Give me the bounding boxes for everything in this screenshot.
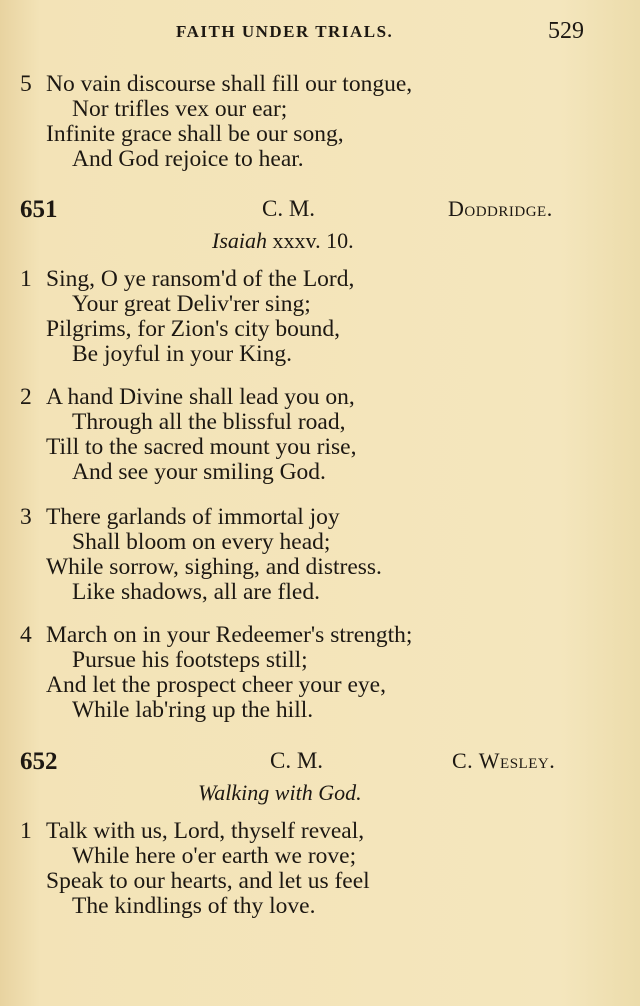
hymn-heading xyxy=(0,748,640,778)
verse-line: Pilgrims, for Zion's city bound, xyxy=(46,316,341,342)
subtitle-italic: Walking with God. xyxy=(198,780,362,805)
stanza-number: 3 xyxy=(20,504,32,530)
stanza-number: 2 xyxy=(20,384,32,410)
running-title: FAITH UNDER TRIALS. xyxy=(176,22,394,41)
verse-line: Infinite grace shall be our song, xyxy=(46,121,344,147)
verse-line: A hand Divine shall lead you on, xyxy=(46,384,355,410)
verse-line: While lab'ring up the hill. xyxy=(72,697,314,723)
verse-line: The kindlings of thy love. xyxy=(72,893,316,919)
verse-line: Talk with us, Lord, thyself reveal, xyxy=(46,818,365,844)
verse-line: Pursue his footsteps still; xyxy=(72,647,308,673)
hymn-number: 652 xyxy=(20,748,58,775)
verse-line: Till to the sacred mount you rise, xyxy=(46,434,357,460)
verse-line: Your great Deliv'rer sing; xyxy=(72,291,311,317)
stanza-number: 5 xyxy=(20,71,32,97)
subtitle-rest: xxxv. 10. xyxy=(267,228,354,253)
hymn-number: 651 xyxy=(20,196,58,223)
verse-line: While here o'er earth we rove; xyxy=(72,843,357,869)
verse-line: No vain discourse shall fill our tongue, xyxy=(46,71,413,97)
page-number: 529 xyxy=(548,18,584,44)
verse-line: And God rejoice to hear. xyxy=(72,146,304,172)
verse-line: Sing, O ye ransom'd of the Lord, xyxy=(46,266,355,292)
stanza-number: 1 xyxy=(20,818,32,844)
subtitle-italic: Isaiah xyxy=(212,228,267,253)
verse-line: And see your smiling God. xyxy=(72,459,326,485)
hymn-author: Doddridge. xyxy=(448,196,553,221)
verse-line: Shall bloom on every head; xyxy=(72,529,331,555)
hymn-heading xyxy=(0,196,640,226)
hymn-author: C. Wesley. xyxy=(452,748,556,773)
stanza-number: 4 xyxy=(20,622,32,648)
stanza-number: 1 xyxy=(20,266,32,292)
verse-line: There garlands of immortal joy xyxy=(46,504,340,530)
verse-line: Through all the blissful road, xyxy=(72,409,346,435)
verse-line: Like shadows, all are fled. xyxy=(72,579,320,605)
verse-line: While sorrow, sighing, and distress. xyxy=(46,554,382,580)
hymn-subtitle xyxy=(198,780,362,806)
verse-line: Be joyful in your King. xyxy=(72,341,292,367)
verse-line: And let the prospect cheer your eye, xyxy=(46,672,386,698)
hymn-meter: C. M. xyxy=(270,748,324,773)
verse-line: Speak to our hearts, and let us feel xyxy=(46,868,370,894)
hymn-meter: C. M. xyxy=(262,196,316,221)
hymn-subtitle xyxy=(212,228,354,254)
verse-line: March on in your Redeemer's strength; xyxy=(46,622,413,648)
running-header xyxy=(0,18,640,46)
verse-line: Nor trifles vex our ear; xyxy=(72,96,288,122)
